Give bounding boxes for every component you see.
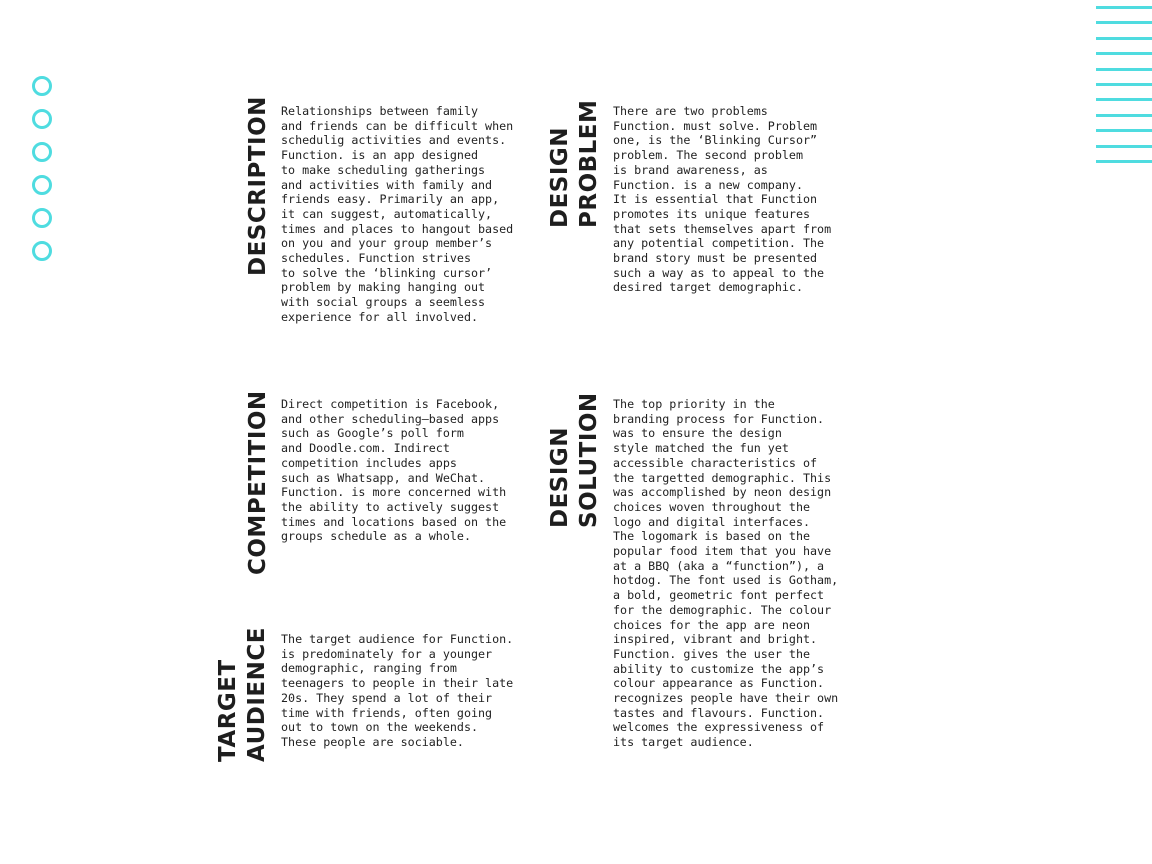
design-solution-heading: DESIGN SOLUTION [547,392,602,528]
competition-heading: COMPETITION [245,390,271,575]
horizontal-stripe-icon [1096,68,1152,71]
circle-ring-icon [32,208,52,228]
horizontal-stripe-icon [1096,160,1152,163]
design-solution-body: The top priority in the branding process for Function. was to ensure the design style matched the fun yet accessible characteristics of the targetted demographic. This was accomplished by neon design choices woven throughout the logo and digital interfaces. The logomark is based on the popular food item that you have at a BBQ (aka a “function”), a hotdog. The font used is Gotham, a bold, geometric font perfect for the demographic. The colour choices for the app are neon inspired, vibrant and bright. Function. gives the user the ability to customize the app’s colour appearance as Function. recognizes people have their own tastes and flavours. Function. welcomes the expressiveness of its target audience. [613,397,839,750]
target-audience-heading: TARGET AUDIENCE [215,627,270,762]
circle-ring-column [32,76,54,274]
description-body: Relationships between family and friends can be difficult when schedulig activities and events. Function. is an app designed to make scheduling gatherings and activities with family and friends easy. Primarily an app, it can suggest, automatically, times and places to hangout based on you and your group member’s schedules. Function strives to solve the ‘blinking cursor’ problem by making hanging out with social groups a seemless experience for all involved. [281,104,514,324]
circle-ring-icon [32,76,52,96]
horizontal-stripe-icon [1096,83,1152,86]
horizontal-stripe-icon [1096,114,1152,117]
description-heading: DESCRIPTION [245,96,271,276]
competition-body: Direct competition is Facebook, and other scheduling–based apps such as Google’s poll form and Doodle.com. Indirect competition includes apps such as Whatsapp, and WeChat. Function. is more concerned with the ability to actively suggest times and locations based on the groups schedule as a whole. [281,397,507,544]
horizontal-stripe-icon [1096,37,1152,40]
horizontal-stripe-icon [1096,52,1152,55]
circle-ring-icon [32,175,52,195]
target-audience-body: The target audience for Function. is predominately for a younger demographic, ranging from teenagers to people in their late 20s. They spend a lot of their time with friends, often going out to town on the weekends. These people are sociable. [281,632,514,749]
horizontal-stripe-icon [1096,21,1152,24]
circle-ring-icon [32,142,52,162]
horizontal-stripe-icon [1096,6,1152,9]
design-problem-body: There are two problems Function. must solve. Problem one, is the ‘Blinking Cursor” problem. The second problem is brand awareness, as Function. is a new company. It is essential that Function promotes its unique features that sets themselves apart from any potential competition. The brand story must be presented such a way as to appeal to the desired target demographic. [613,104,832,295]
horizontal-stripe-icon [1096,129,1152,132]
horizontal-stripe-icon [1096,98,1152,101]
circle-ring-icon [32,241,52,261]
horizontal-stripes-decoration [1096,6,1152,175]
circle-ring-icon [32,109,52,129]
horizontal-stripe-icon [1096,145,1152,148]
design-problem-heading: DESIGN PROBLEM [547,99,602,228]
